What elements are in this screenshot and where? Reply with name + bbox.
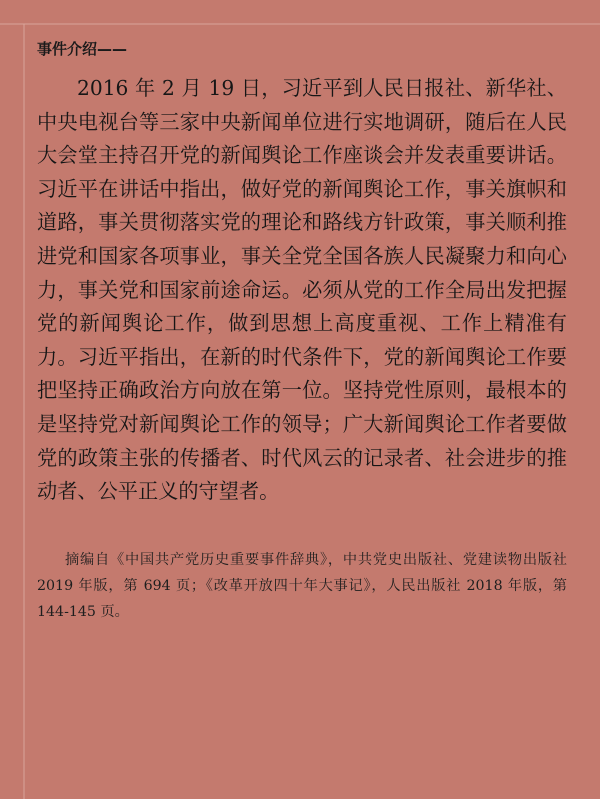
section-heading: 事件介绍—— bbox=[37, 40, 128, 58]
source-citation: 摘编自《中国共产党历史重要事件辞典》，中共党史出版社、党建读物出版社 2019 年版，第 694 页；《改革开放四十年大事记》，人民出版社 2018 年版，第 144-145 页。 bbox=[37, 552, 567, 620]
event-description: 2016 年 2 月 19 日，习近平到人民日报社、新华社、中央电视台等三家中央新闻单位进行实地调研，随后在人民大会堂主持召开党的新闻舆论工作座谈会并发表重要讲话。习近平在讲话中指出，做好党的新闻舆论工作，事关旗帜和道路，事关贯彻落实党的理论和路线方针政策，事关顺利推进党和国家各项事业，事关全党全国各族人民凝聚力和向心力，事关党和国家前途命运。必须从党的工作全局出发把握党的新闻舆论工作，做到思想上高度重视、工作上精准有力。习近平指出，在新的时代条件下，党的新闻舆论工作要把坚持正确政治方向放在第一位。坚持党性原则，最根本的是坚持党对新闻舆论工作的领导；广大新闻舆论工作者要做党的政策主张的传播者、时代风云的记录者、社会进步的推动者、公平正义的守望者。 bbox=[37, 76, 567, 504]
